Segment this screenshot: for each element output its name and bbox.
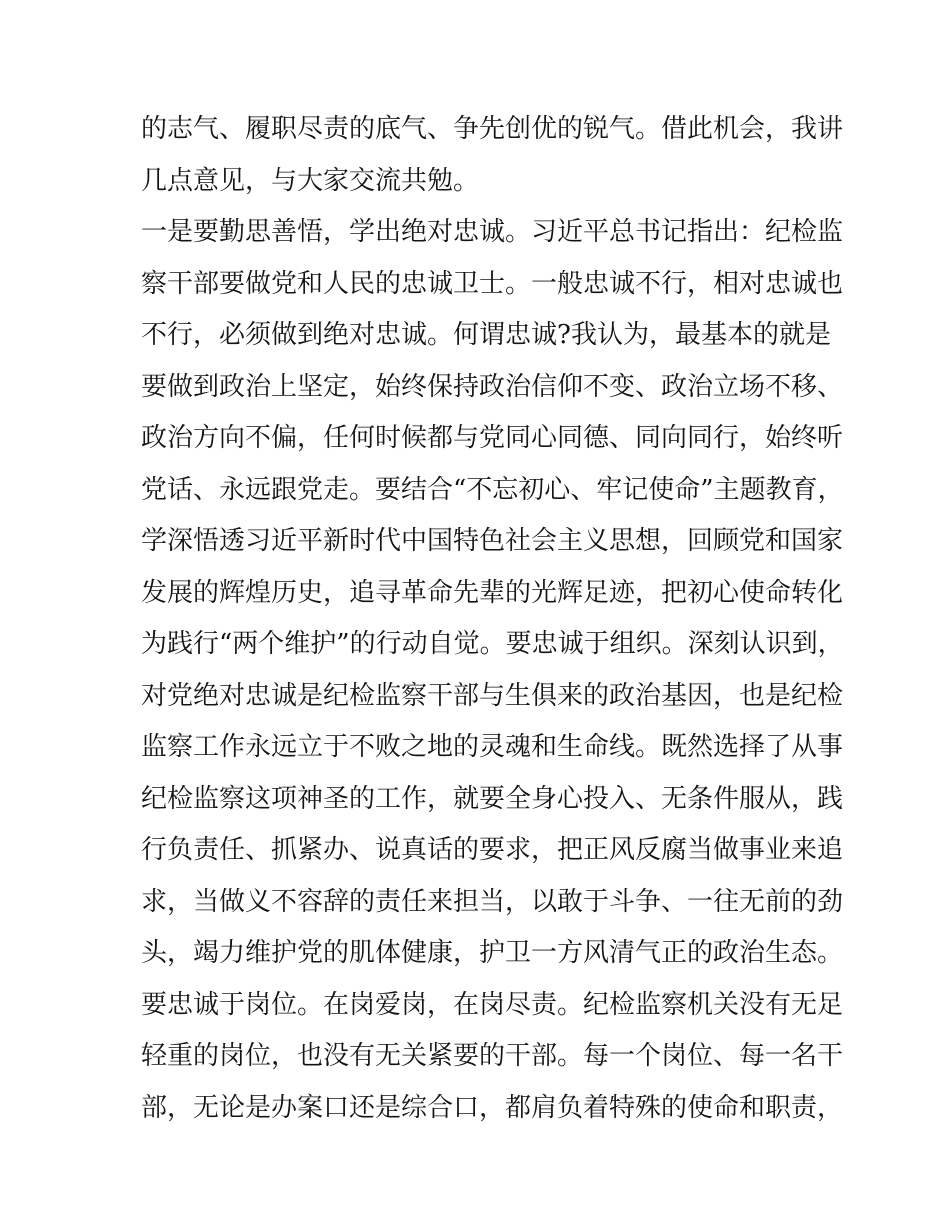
text-line: 一是要勤思善悟，学出绝对忠诚。习近平总书记指出：纪检监 bbox=[141, 217, 844, 247]
text-line: 发展的辉煌历史，追寻革命先辈的光辉足迹，把初心使命转化 bbox=[141, 577, 844, 608]
text-line: 纪检监察这项神圣的工作，就要全身心投入、无条件服从，践 bbox=[141, 783, 844, 814]
text-line: 为践行“两个维护”的行动自觉。要忠诚于组织。深刻认识到， bbox=[141, 629, 844, 659]
text-line: 轻重的岗位，也没有无关紧要的干部。每一个岗位、每一名干 bbox=[141, 1041, 844, 1071]
body-text bbox=[141, 104, 844, 1134]
text-line: 求，当做义不容辞的责任来担当，以敢于斗争、一往无前的劲 bbox=[141, 886, 844, 917]
text-line: 学深悟透习近平新时代中国特色社会主义思想，回顾党和国家 bbox=[141, 526, 844, 556]
text-line: 行负责任、抓紧办、说真话的要求，把正风反腐当做事业来追 bbox=[141, 835, 844, 865]
text-line: 的志气、履职尽责的底气、争先创优的锐气。借此机会，我讲 bbox=[141, 114, 844, 144]
text-line: 要做到政治上坚定，始终保持政治信仰不变、政治立场不移、 bbox=[141, 371, 844, 402]
text-line: 察干部要做党和人民的忠诚卫士。一般忠诚不行，相对忠诚也 bbox=[141, 268, 844, 299]
text-line: 几点意见，与大家交流共勉。 bbox=[141, 165, 480, 196]
text-line: 部，无论是办案口还是综合口，都肩负着特殊的使命和职责， bbox=[141, 1092, 844, 1123]
text-line: 政治方向不偏，任何时候都与党同心同德、同向同行，始终听 bbox=[141, 423, 844, 453]
text-line: 头，竭力维护党的肌体健康，护卫一方风清气正的政治生态。 bbox=[141, 938, 844, 968]
text-line: 对党绝对忠诚是纪检监察干部与生俱来的政治基因，也是纪检 bbox=[141, 680, 844, 711]
text-line: 党话、永远跟党走。要结合“不忘初心、牢记使命”主题教育， bbox=[141, 474, 844, 505]
text-line: 不行，必须做到绝对忠诚。何谓忠诚?我认为，最基本的就是 bbox=[141, 320, 831, 350]
text-line: 要忠诚于岗位。在岗爱岗，在岗尽责。纪检监察机关没有无足 bbox=[141, 989, 844, 1020]
text-line: 监察工作永远立于不败之地的灵魂和生命线。既然选择了从事 bbox=[141, 732, 844, 762]
